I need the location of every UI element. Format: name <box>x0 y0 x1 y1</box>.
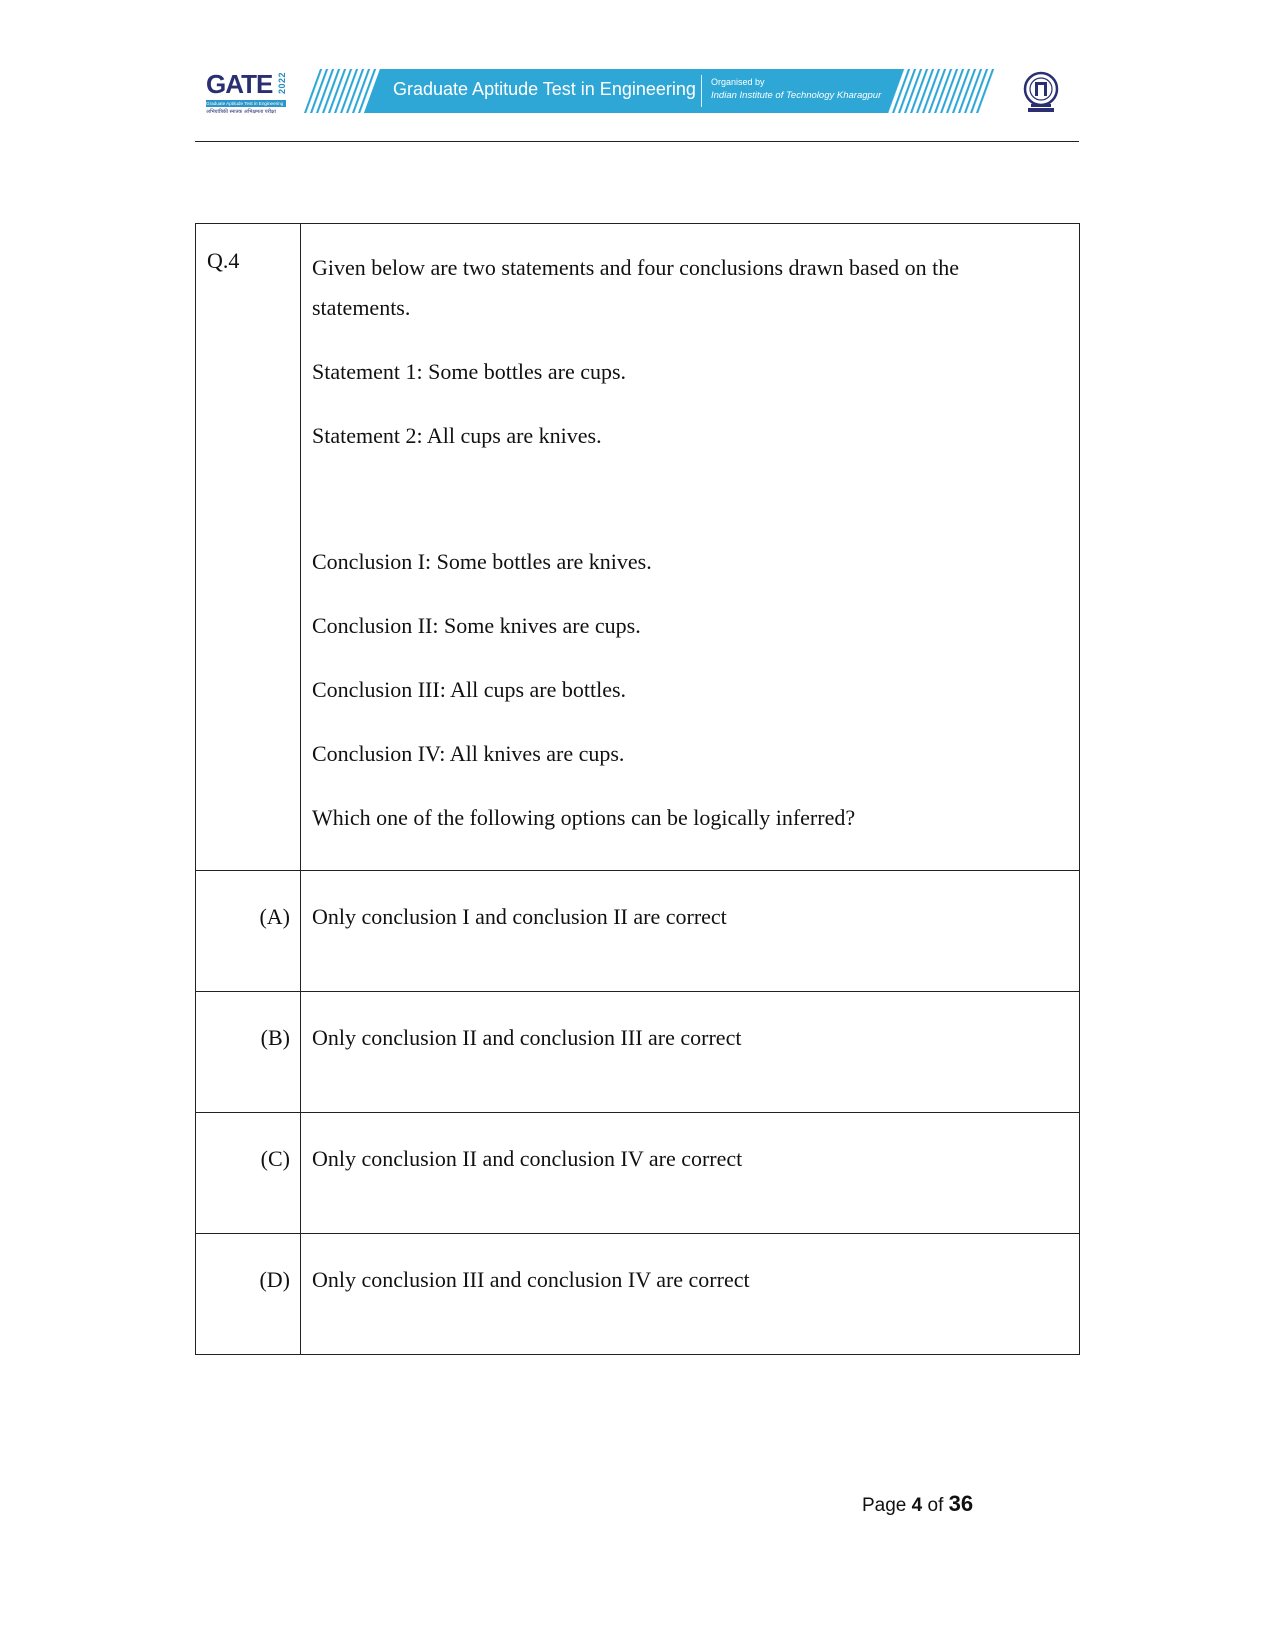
statement-1: Statement 1: Some bottles are cups. <box>312 359 627 384</box>
question-row <box>196 224 1080 871</box>
gate-logo-year: 2022 <box>277 72 287 95</box>
option-b-label: (B) <box>196 992 301 1113</box>
option-c-row <box>196 1113 1080 1234</box>
option-d-label: (D) <box>196 1234 301 1355</box>
option-c-label: (C) <box>196 1113 301 1234</box>
header-rule <box>195 141 1079 142</box>
conclusion-1: Conclusion I: Some bottles are knives. <box>312 549 652 574</box>
conclusion-2: Conclusion II: Some knives are cups. <box>312 613 641 638</box>
organised-by-label: Organised by <box>711 77 765 87</box>
conclusion-4: Conclusion IV: All knives are cups. <box>312 741 625 766</box>
iit-kharagpur-emblem-icon <box>1022 70 1060 114</box>
option-c-text: Only conclusion II and conclusion IV are correct <box>301 1113 1080 1234</box>
question-prompt: Which one of the following options can be logically inferred? <box>312 805 856 830</box>
question-table <box>195 223 1080 1355</box>
page-total: 36 <box>948 1491 974 1516</box>
page-footer <box>862 1491 973 1517</box>
option-b-text: Only conclusion II and conclusion III are correct <box>301 992 1080 1113</box>
option-a-text: Only conclusion I and conclusion II are correct <box>301 871 1080 992</box>
page-word: Page <box>862 1495 907 1516</box>
option-d-row <box>196 1234 1080 1355</box>
of-word: of <box>927 1495 944 1516</box>
conclusion-3: Conclusion III: All cups are bottles. <box>312 677 627 702</box>
header-banner <box>302 69 996 113</box>
gate-logo <box>206 70 288 116</box>
gate-logo-hindi: अभियांत्रिकी स्नातक अभिक्षमता परीक्षा <box>206 109 276 115</box>
gate-logo-tagline: Graduate Aptitude Test in Engineering <box>206 100 286 107</box>
option-a-row <box>196 871 1080 992</box>
gate-logo-word: GATE <box>206 69 273 99</box>
banner-title: Graduate Aptitude Test in Engineering <box>393 79 696 99</box>
option-b-row <box>196 992 1080 1113</box>
banner-divider <box>701 75 702 107</box>
question-intro: Given below are two statements and four conclusions drawn based on the statements. <box>312 255 959 320</box>
page-current: 4 <box>911 1495 923 1516</box>
statement-2: Statement 2: All cups are knives. <box>312 423 602 448</box>
option-a-label: (A) <box>196 871 301 992</box>
organiser-name: Indian Institute of Technology Kharagpur <box>711 90 882 101</box>
page-header <box>0 0 1275 145</box>
question-body <box>301 224 1080 871</box>
question-number: Q.4 <box>196 224 301 871</box>
option-d-text: Only conclusion III and conclusion IV are correct <box>301 1234 1080 1355</box>
